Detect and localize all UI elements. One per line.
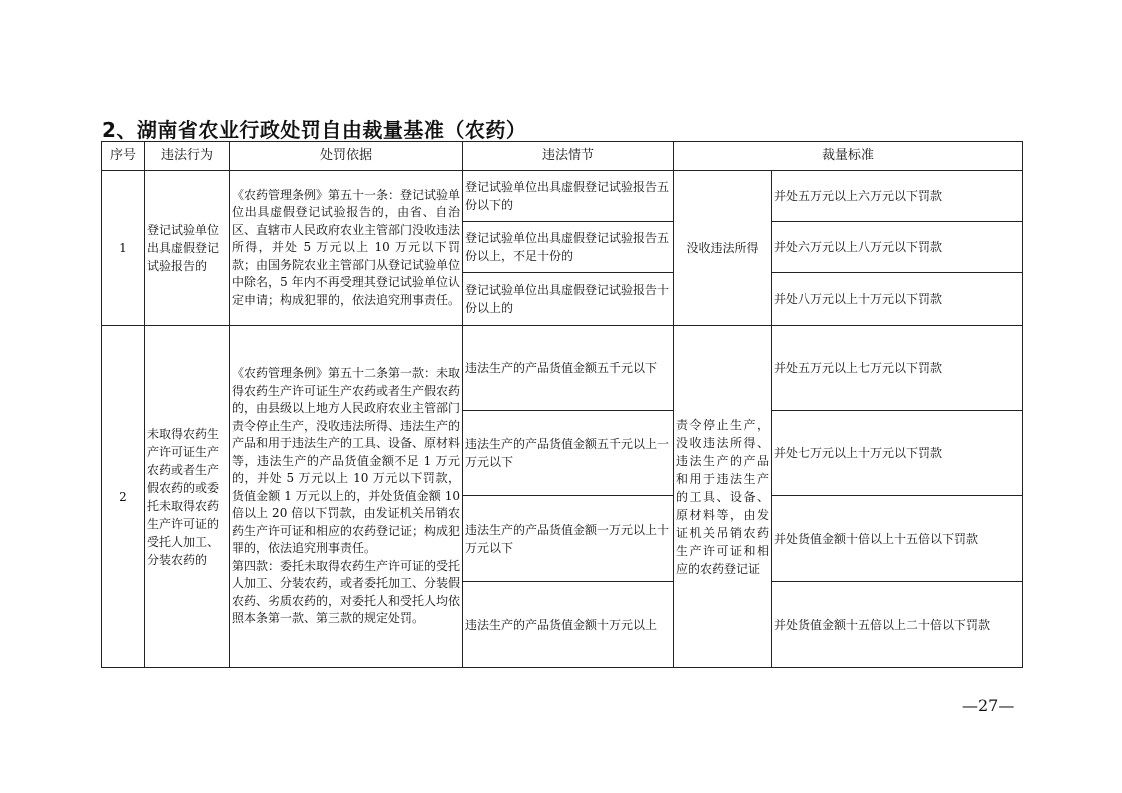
row-circumstance: 登记试验单位出具虚假登记试验报告五份以下的: [463, 171, 674, 222]
row-standard: 并处八万元以上十万元以下罚款: [772, 273, 1023, 326]
row-basis: [230, 326, 463, 668]
row-circumstance: 登记试验单位出具虚假登记试验报告十份以上的: [463, 273, 674, 326]
discretion-table: [101, 141, 1023, 668]
page-title: 2、湖南省农业行政处罚自由裁量基准（农药）: [102, 118, 527, 142]
header-standard: 裁量标准: [674, 142, 1023, 171]
row-measure: 责令停止生产，没收违法所得、违法生产的产品和用于违法生产的工具、设备、原材料等，由发证机关吊销农药生产许可证和相应的农药登记证: [674, 326, 772, 668]
row-no: 1: [102, 171, 145, 326]
row-standard: 并处六万元以上八万元以下罚款: [772, 222, 1023, 273]
table-row: [102, 171, 1023, 222]
row-no: 2: [102, 326, 145, 668]
row-circumstance: 违法生产的产品货值金额五千元以下: [463, 326, 674, 411]
header-basis: 处罚依据: [230, 142, 463, 171]
row-circumstance: 违法生产的产品货值金额十万元以上: [463, 582, 674, 668]
row-standard: 并处货值金额十倍以上十五倍以下罚款: [772, 496, 1023, 582]
row-violation: 登记试验单位出具虚假登记试验报告的: [145, 171, 230, 326]
row-standard: 并处五万元以上六万元以下罚款: [772, 171, 1023, 222]
header-no: 序号: [102, 142, 145, 171]
row-circumstance: 违法生产的产品货值金额一万元以上十万元以下: [463, 496, 674, 582]
page-number: —27—: [962, 696, 1015, 715]
basis-paragraph-1: 《农药管理条例》第五十二条第一款：未取得农药生产许可证生产农药或者生产假农药的，由县级以上地方人民政府农业主管部门责令停止生产，没收违法所得、违法生产的产品和用于违法生产的工具、设备、原材料等，违法生产的产品货值金额不足 1 万元的，并处 5 万元以上 10 万元以下罚款，货值金额 1 万元以上的，并处货值金额 10 倍以上 20 倍以下罚款，由发证机关吊销农药生产许可证和相应的农药登记证；构成犯罪的，依法追究刑事责任。: [232, 366, 461, 556]
header-violation: 违法行为: [145, 142, 230, 171]
row-violation: 未取得农药生产许可证生产农药或者生产假农药的或委托未取得农药生产许可证的受托人加工、分装农药的: [145, 326, 230, 668]
table-header-row: [102, 142, 1023, 171]
row-standard: 并处货值金额十五倍以上二十倍以下罚款: [772, 582, 1023, 668]
row-standard: 并处五万元以上七万元以下罚款: [772, 326, 1023, 411]
basis-paragraph-2: 第四款：委托未取得农药生产许可证的受托人加工、分装农药，或者委托加工、分装假农药、劣质农药的，对委托人和受托人均依照本条第一款、第三款的规定处罚。: [232, 558, 461, 626]
row-circumstance: 违法生产的产品货值金额五千元以上一万元以下: [463, 411, 674, 496]
table-row: [102, 326, 1023, 411]
header-circumstance: 违法情节: [463, 142, 674, 171]
row-measure: 没收违法所得: [674, 171, 772, 326]
row-basis: 《农药管理条例》第五十一条：登记试验单位出具虚假登记试验报告的，由省、自治区、直辖市人民政府农业主管部门没收违法所得，并处 5 万元以上 10 万元以下罚款；由国务院农业主管部门从登记试验单位中除名，5 年内不再受理其登记试验单位认定申请；构成犯罪的，依法追究刑事责任。: [230, 171, 463, 326]
row-circumstance: 登记试验单位出具虚假登记试验报告五份以上，不足十份的: [463, 222, 674, 273]
row-standard: 并处七万元以上十万元以下罚款: [772, 411, 1023, 496]
